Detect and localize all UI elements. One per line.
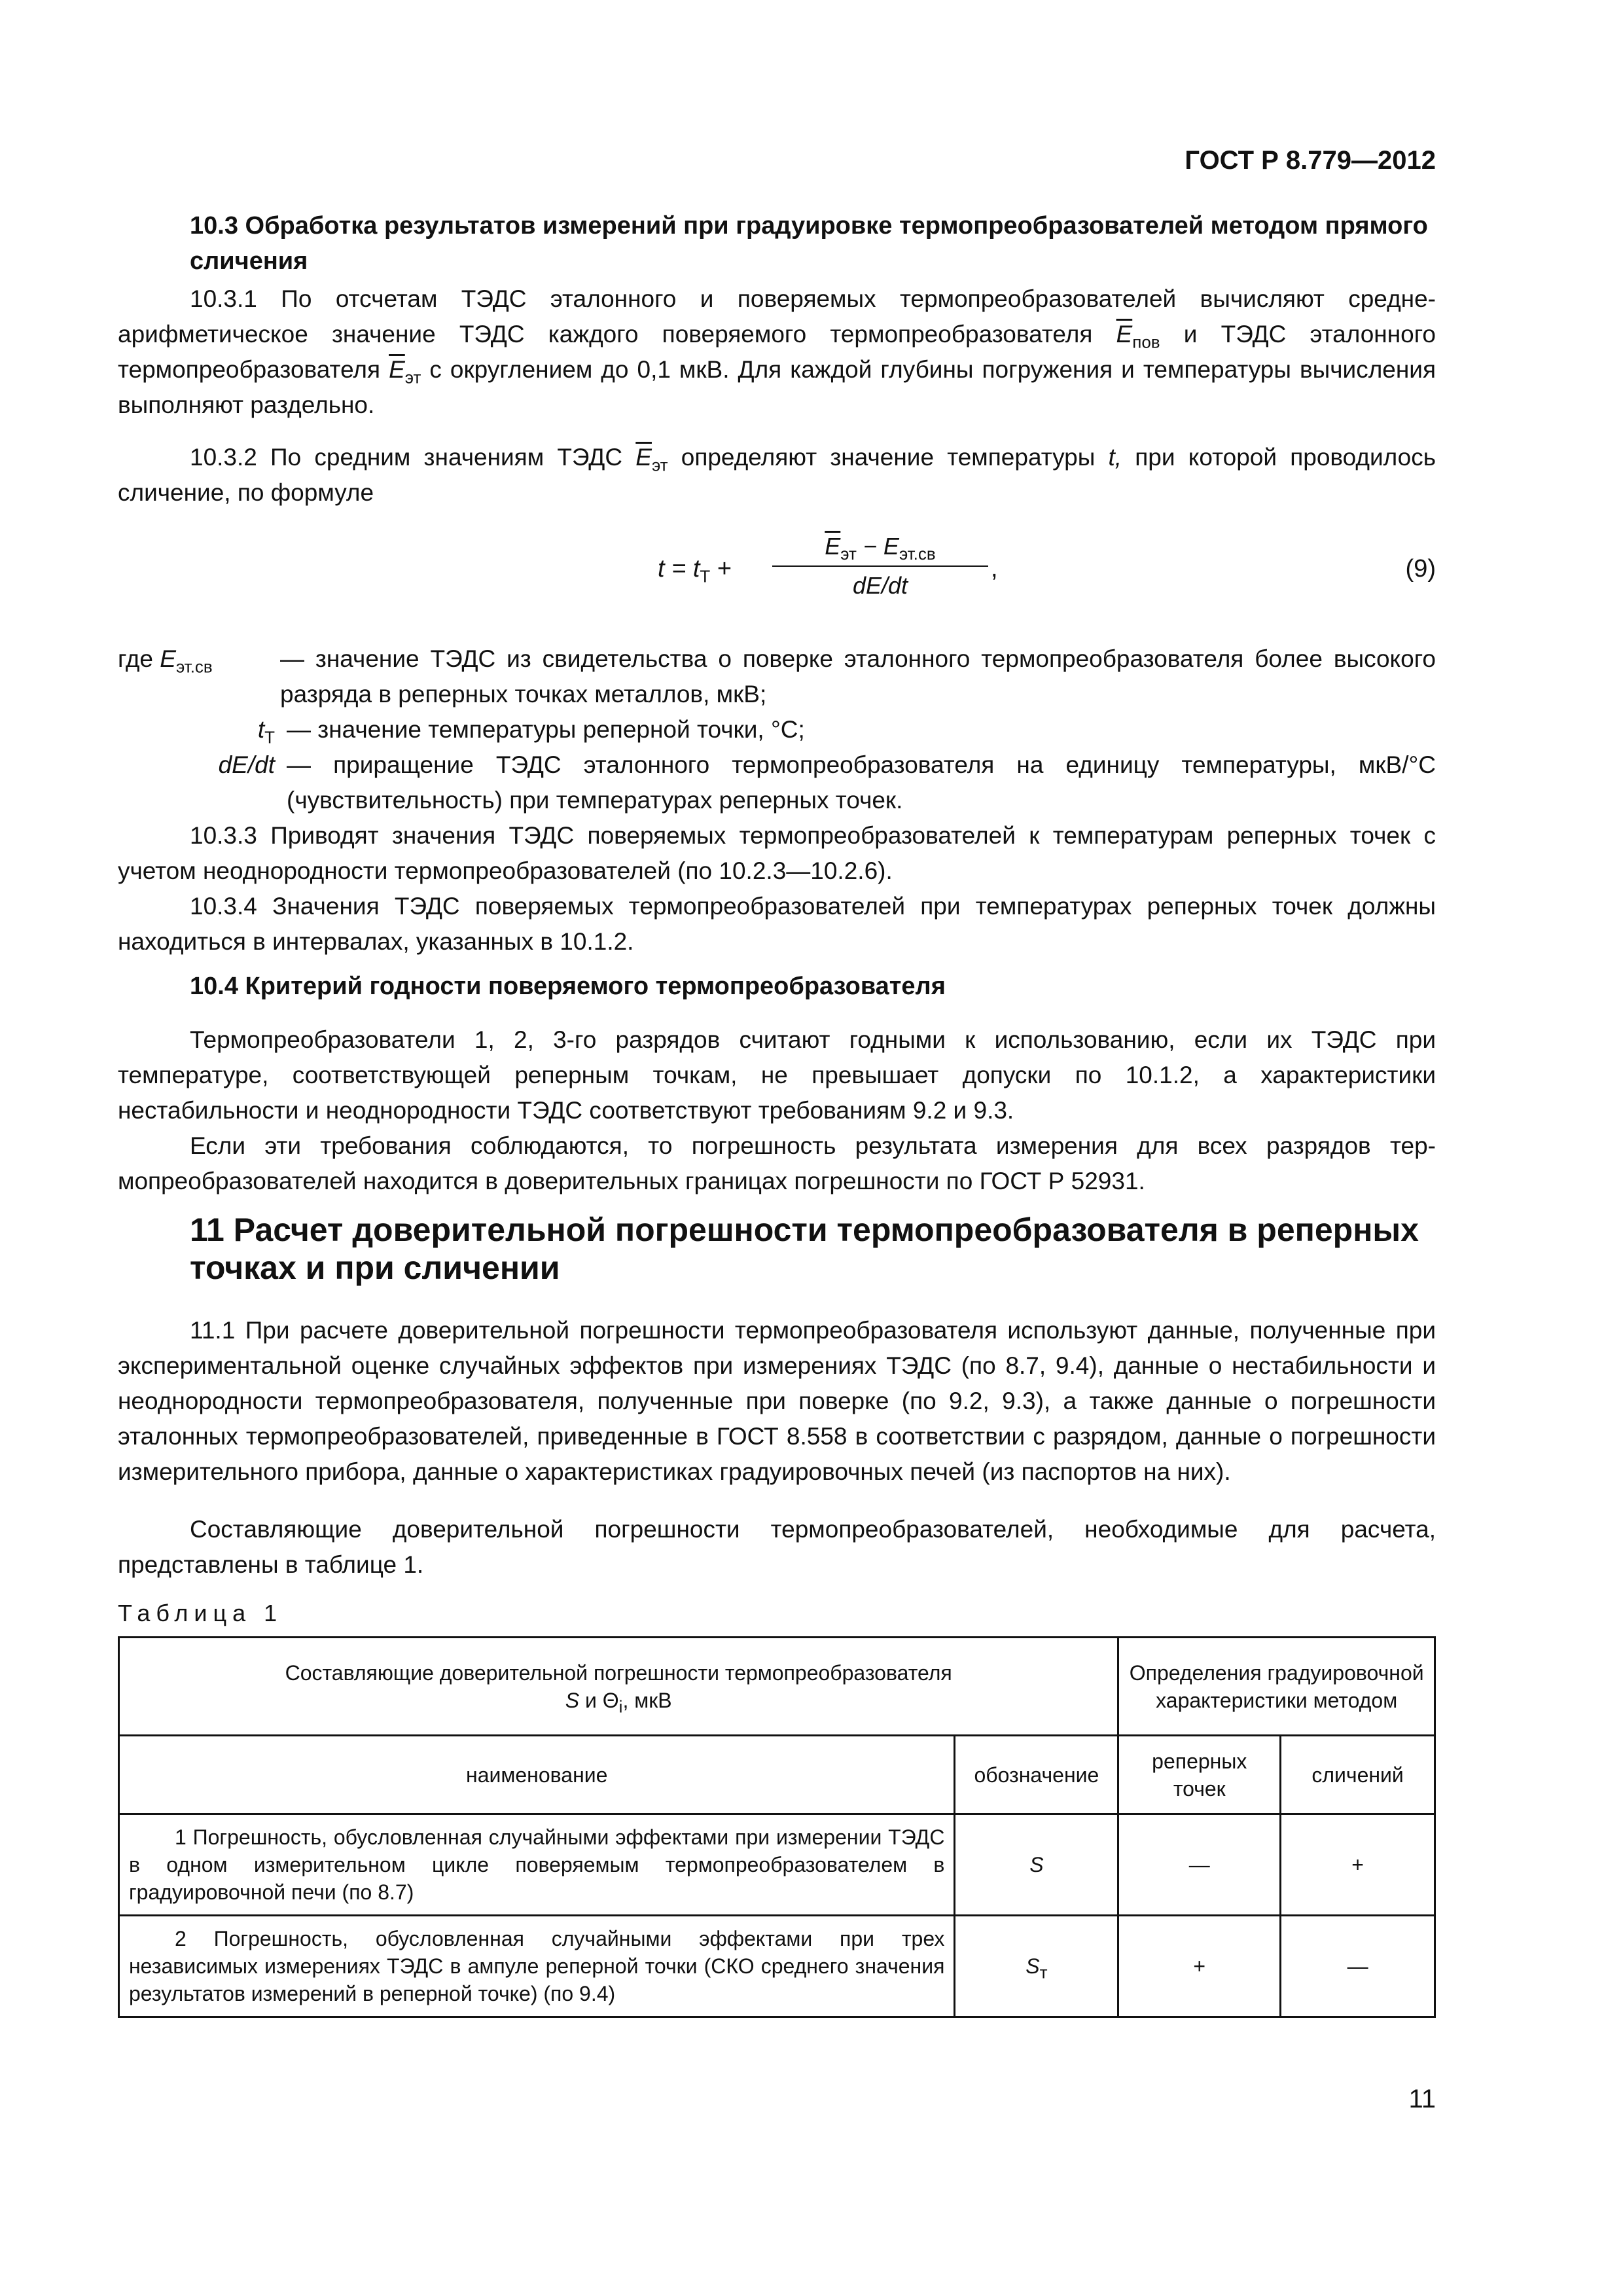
page-number: 11 [1408,2085,1436,2113]
formula-number: (9) [1405,555,1436,583]
section-heading-10-3: 10.3 Обработка результатов измерений при градуировке термопреобразователей методом прямого сличения [190,212,1428,275]
formula-9 [118,530,1436,615]
symbol-t: t, [1108,444,1122,471]
minus-e: − E [856,533,899,560]
table-subheader-row [119,1736,1435,1814]
paragraph-11-1-cont: Составляющие доверительной погрешности термопреобразователей, необходимые для расчета, представлены в таблице 1. [118,1516,1436,1578]
symbol-s: S [1026,1954,1040,1978]
document-page [118,0,1436,2296]
subscript: Т [700,566,711,586]
subscript: эт.св [175,656,213,677]
section-heading-11: 11 Расчет доверительной погрешности термопреобразователя в реперных точках и при сличении [190,1211,1419,1286]
cell-symbol [955,1814,1118,1916]
standard-designation: ГОСТ Р 8.779—2012 [1185,146,1436,175]
subscript: пов [1132,332,1160,352]
symbol-mean-e: $\overline{E}$ [1116,321,1133,348]
formula-lhs [658,551,732,586]
text-run: 10.3.1 По отсчетам ТЭДС эталонного и поверяемых термопреобразователей вычисляют среднеарифметическое значение ТЭДС каждого поверяемого термопреобразователя [118,285,1436,348]
header-cell-methods: Определения градуировочной характеристики методом [1118,1638,1435,1736]
plus-sign: + [710,555,732,583]
symbol-e: E [160,645,176,672]
subheader-comparison: сличений [1281,1736,1435,1814]
where-text: — значение температуры реперной точки, °С; [287,716,805,743]
formula-comma: , [991,555,998,583]
table-header-row [119,1638,1435,1736]
theta-text: и Θ [579,1688,619,1712]
text-run: 10.3.2 По средним значениям ТЭДС [190,444,636,471]
text-run: с округлением до 0,1 мкВ. Для каждой глубины погружения и температуры вычисления выполняют раздельно. [118,356,1436,418]
symbol-mean-e: $\overline{E}$ [635,444,652,471]
cell-fixed-points: — [1118,1814,1281,1916]
paragraph-10-3-4: 10.3.4 Значения ТЭДС поверяемых термопреобразователей при температурах реперных точек должны находиться в интервалах, указанных в 10.1.2. [118,893,1436,955]
unit-text: , мкВ [622,1688,672,1712]
subheader-fixed-points: реперных точек [1118,1736,1281,1814]
subscript: Т [264,727,275,747]
paragraph-10-3-2 [118,440,1436,511]
where-description: — значение ТЭДС из свидетельства о поверке эталонного термопреобразователя более высокого разряда в реперных точках металлов, мкВ; [280,645,1436,708]
subscript: т [1039,1962,1048,1982]
cell-symbol [955,1916,1118,2017]
cell-fixed-points: + [1118,1916,1281,2017]
header-cell-components [119,1638,1118,1736]
cell-comparison: + [1281,1814,1435,1916]
paragraph-10-4-2: Если эти требования соблюдаются, то погрешность результата измерения для всех разрядов термопреобразователей находится в доверительных границах погрешности по ГОСТ Р 52931. [118,1132,1436,1194]
cell-name: 1 Погрешность, обусловленная случайными эффектами при измерении ТЭДС в одном измерительном цикле поверяемым термопреобразователем в градуировочной печи (по 8.7) [119,1814,955,1916]
paragraph-10-3-1 [118,281,1436,423]
where-lead: где [118,645,160,672]
fraction-denominator: dE/dt [852,572,908,599]
symbol-mean-e: $\overline{E}$ [825,533,841,560]
symbol-mean-e: $\overline{E}$ [389,356,405,383]
where-symbol: dE/dt [218,751,275,778]
cell-comparison: — [1281,1916,1435,2017]
paragraph-11-1: 11.1 При расчете доверительной погрешности термопреобразователя используют данные, полученные при экспериментальной оценке случайных эффектов при измерениях ТЭДС (по 8.7, 9.4), данные о нестабильности и неоднородности термопреобразователя, полученные при поверке (по 9.2, 9.3), а также данные о погрешности эталонных термопреобразователей, приведенные в ГОСТ 8.558 в соответствии с разрядом, данные о погрешности измерительного прибора, данные о характеристиках градуировочных печей (из паспортов на них). [118,1317,1436,1485]
subscript: эт [651,455,668,475]
table-1 [118,1636,1436,2018]
subheader-name: наименование [119,1736,955,1814]
text-run: определяют значение температуры [668,444,1109,471]
where-text [280,641,1436,712]
paragraph-10-4-1: Термопреобразователи 1, 2, 3-го разрядов считают годными к использованию, если их ТЭДС при температуре, соответствующей реперным точкам, не превышает допуски по 10.1.2, а характеристики нестабильности и неоднородности ТЭДС соответствуют требованиям 9.2 и 9.3. [118,1026,1436,1124]
table-row [119,1916,1435,2017]
section-heading-10-4: 10.4 Критерий годности поверяемого термопреобразователя [190,973,946,1000]
symbol-t: t [257,716,265,743]
where-symbol [118,712,275,747]
where-text: — приращение ТЭДС эталонного термопреобразователя на единицу температуры, мкВ/°С (чувствительность) при температурах реперных точек. [287,751,1436,814]
subscript: i [618,1696,623,1716]
subheader-symbol: обозначение [955,1736,1118,1814]
paragraph-10-3-3: 10.3.3 Приводят значения ТЭДС поверяемых термопреобразователей к температурам реперных точек с учетом неоднородности термопреобразователей (по 10.2.3—10.2.6). [118,822,1436,884]
where-symbol [118,641,275,677]
symbol-s: S [565,1688,580,1712]
header-text-2 [129,1687,1108,1714]
symbol-s: S [1029,1853,1044,1876]
fraction-numerator [772,530,988,567]
subscript: эт [404,367,421,387]
header-text: Составляющие доверительной погрешности термопреобразователя [285,1660,952,1685]
subscript: эт [840,544,857,564]
formula-fraction [772,530,988,602]
lhs-text: t = t [658,555,700,583]
table-row [119,1814,1435,1916]
cell-name: 2 Погрешность, обусловленная случайными эффектами при трех независимых измерениях ТЭДС в ампуле реперной точки (СКО среднего значения результатов измерений в реперной точке) (по 9.4) [119,1916,955,2017]
text-run: и ТЭДС эталонного термопреобразователя [118,321,1436,383]
table-caption: Таблица 1 [118,1600,283,1626]
text-run: при которой проводилось сличение, по формуле [118,444,1436,506]
subscript: эт.св [899,544,936,564]
